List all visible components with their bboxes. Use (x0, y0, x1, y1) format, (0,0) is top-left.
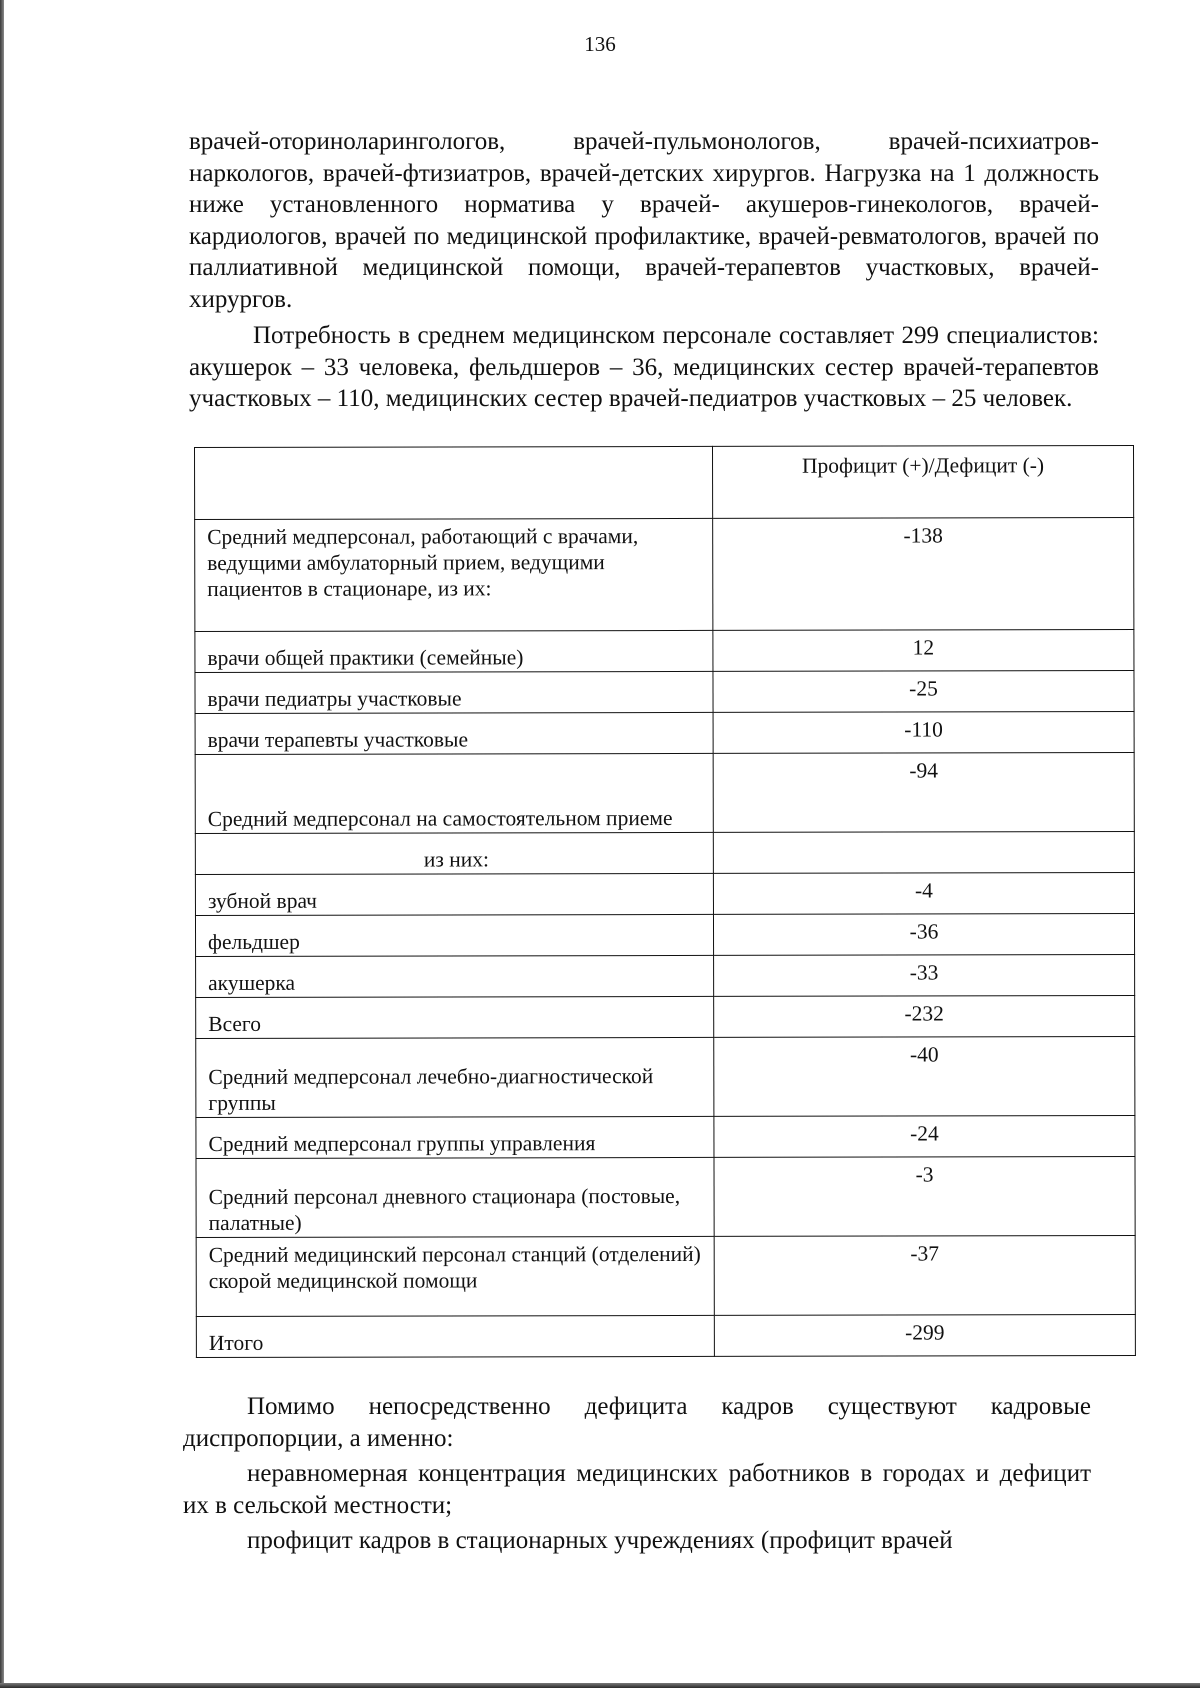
table-row (195, 914, 1134, 957)
table-row (196, 955, 1135, 998)
row-label: врачи общей практики (семейные) (195, 630, 713, 672)
paragraph-surplus: профицит кадров в стационарных учреждениях (профицит врачей (247, 1527, 953, 1554)
row-value: -138 (713, 518, 1134, 631)
table-row (195, 712, 1134, 755)
table-row (195, 832, 1134, 875)
table-row (195, 753, 1134, 834)
staff-balance-table-wrapper (194, 445, 1136, 1359)
row-label: Средний медицинский персонал станций (отделений) скорой медицинской помощи (196, 1236, 714, 1316)
row-label: из них: (195, 832, 713, 874)
row-label: Средний персонал дневного стационара (постовые, палатные) (196, 1157, 714, 1237)
row-value: -3 (714, 1157, 1135, 1237)
row-value: 12 (713, 630, 1134, 672)
paragraph-disproportions: Помимо непосредственно дефицита кадров существуют кадровые диспропорции, а именно: (183, 1393, 1091, 1452)
row-label: фельдшер (195, 914, 713, 956)
table-header-label (195, 446, 713, 519)
row-value: -24 (714, 1116, 1135, 1158)
paragraph-staff-demand: Потребность в среднем медицинском персонале составляет 299 специалистов: акушерок – 33 человека, фельдшеров – 36, медицинских сестер врачей-терапевтов участковых – 110, медицинских сестер врачей-педиатров участковых – 25 человек. (189, 322, 1099, 412)
table-row (196, 1236, 1135, 1317)
row-value: -299 (714, 1315, 1135, 1357)
row-value: -33 (714, 955, 1135, 997)
page-number: 136 (584, 32, 616, 56)
table-header-row (195, 446, 1134, 520)
row-value: -25 (713, 671, 1134, 713)
row-label: акушерка (196, 955, 714, 997)
paragraph-workload: врачей-оториноларингологов, врачей-пульмонологов, врачей-психиатров-наркологов, врачей-фтизиатров, врачей-детских хирургов. Нагрузка на 1 должность ниже установленного норматива у врачей- акушеров-гинекологов, врачей-кардиологов, врачей по медицинской профилактике, врачей-ревматологов, врачей по паллиативной медицинской помощи, врачей-терапевтов участковых, врачей-хирургов. (189, 128, 1099, 313)
row-value: -37 (714, 1236, 1135, 1316)
table-row (195, 518, 1134, 632)
table-header-value: Профицит (+)/Дефицит (-) (712, 446, 1133, 519)
table-row (195, 630, 1134, 673)
row-label: зубной врач (195, 873, 713, 915)
row-value: -36 (713, 914, 1134, 956)
table-row (196, 1037, 1135, 1118)
row-value: -4 (713, 873, 1134, 915)
table-row (196, 1116, 1135, 1159)
row-value: -40 (714, 1037, 1135, 1117)
table-row (196, 1157, 1135, 1238)
table-row (196, 1315, 1135, 1358)
row-value: -110 (713, 712, 1134, 754)
row-value (713, 832, 1134, 874)
row-label: Средний медперсонал на самостоятельном приеме (195, 753, 713, 833)
row-value: -232 (714, 996, 1135, 1038)
row-label: Средний медперсонал группы управления (196, 1116, 714, 1158)
staff-balance-table (194, 445, 1136, 1358)
scan-edge-left (0, 0, 4, 1688)
table-row (195, 873, 1134, 916)
row-label: Средний медперсонал лечебно-диагностической группы (196, 1037, 714, 1117)
row-label: Средний медперсонал, работающий с врачами, ведущими амбулаторный прием, ведущими пациентов в стационаре, из их: (195, 518, 713, 631)
row-label: Всего (196, 996, 714, 1038)
paragraph-uneven-concentration: неравномерная концентрация медицинских работников в городах и дефицит их в сельской местности; (183, 1460, 1091, 1519)
row-label: врачи педиатры участковые (195, 671, 713, 713)
scan-edge-bottom (0, 1683, 1200, 1688)
table-row (196, 996, 1135, 1039)
table-row (195, 671, 1134, 714)
row-value: -94 (713, 753, 1134, 833)
row-label: Итого (196, 1315, 714, 1357)
row-label: врачи терапевты участковые (195, 712, 713, 754)
